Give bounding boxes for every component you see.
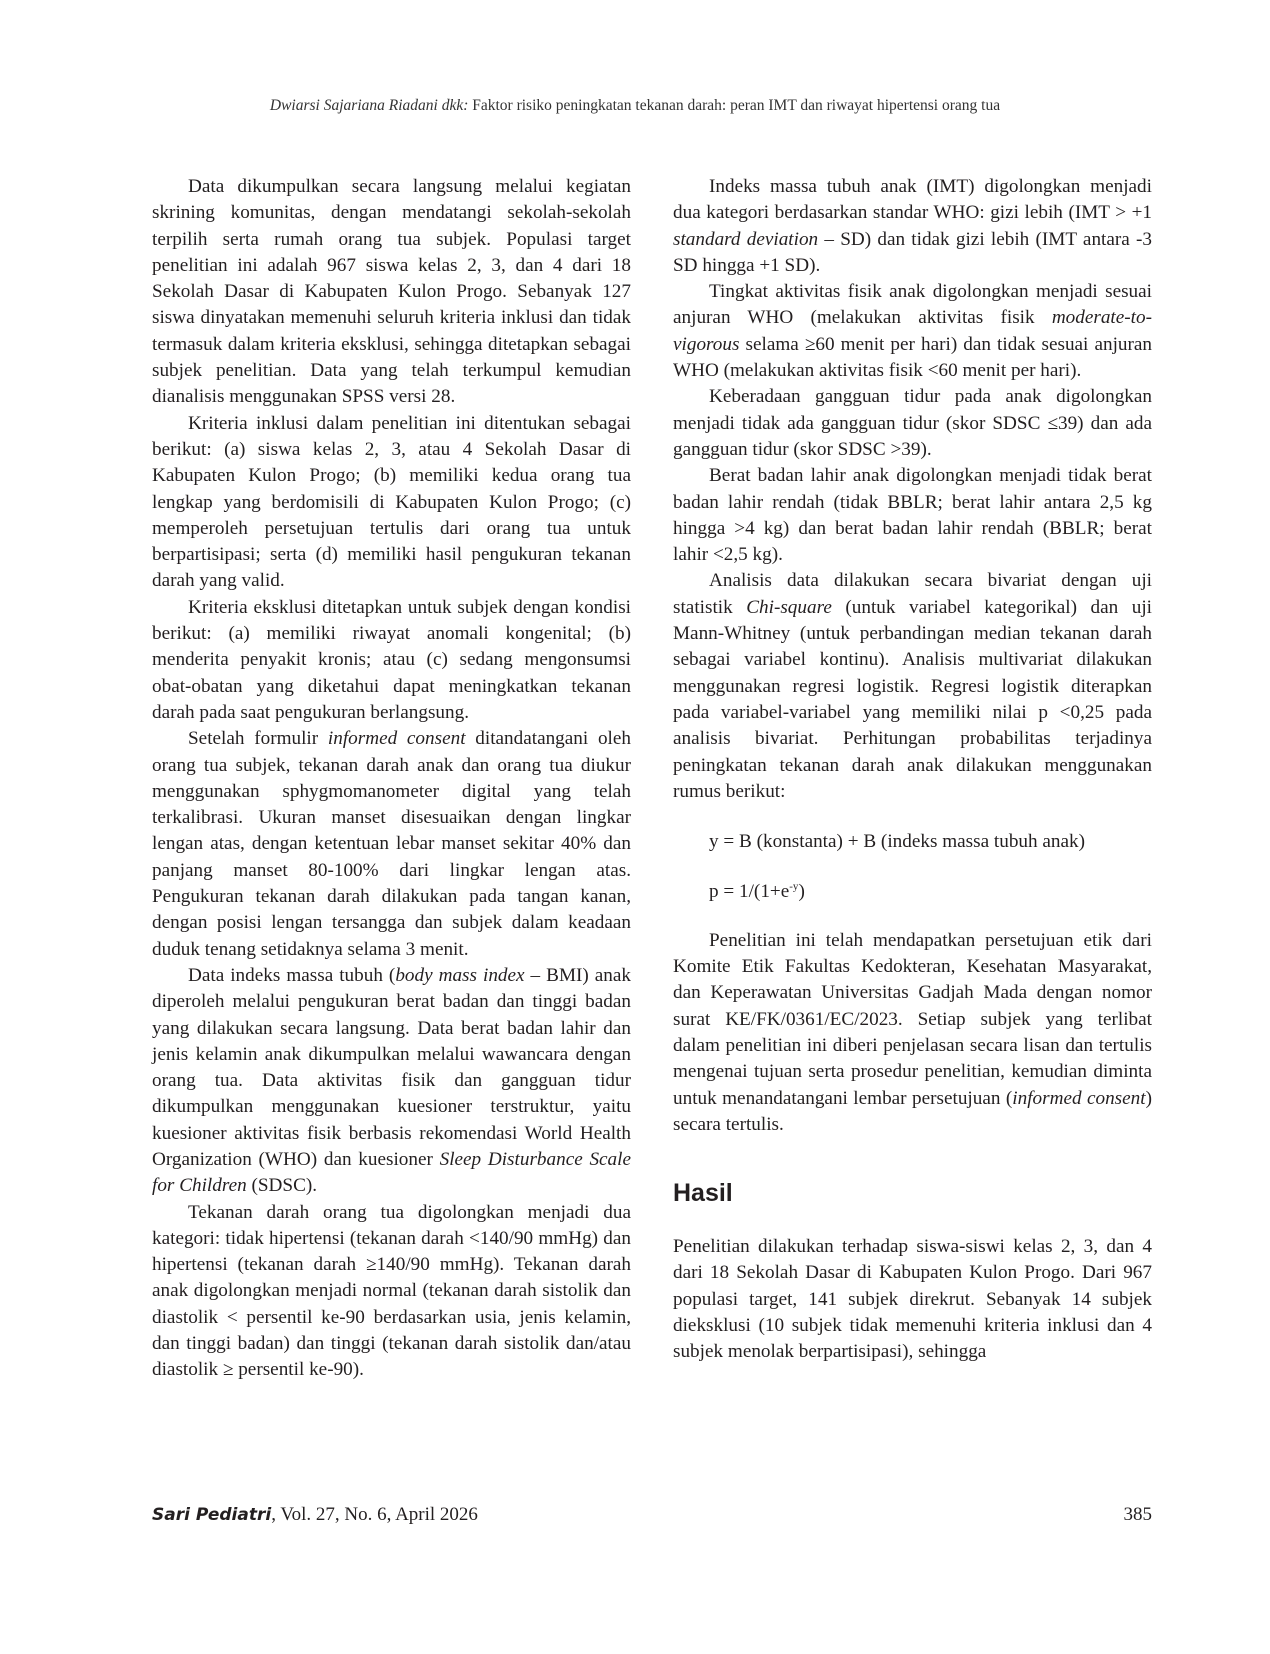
paragraph bbox=[673, 568, 1152, 805]
text-run: Analisis data dilakukan secara bivariat dengan uji statistik bbox=[673, 570, 1152, 618]
paragraph bbox=[152, 963, 631, 1200]
text-run: – SD) dan tidak gizi lebih (IMT antara -3 SD hingga +1 SD). bbox=[673, 228, 1153, 276]
paragraph bbox=[673, 174, 1152, 279]
italic-term: informed consent bbox=[327, 728, 466, 750]
journal-name: Sari Pediatri bbox=[152, 1505, 272, 1525]
italic-term: Chi-square bbox=[746, 596, 832, 618]
paragraph: Berat badan lahir anak digolongkan menjadi tidak berat badan lahir rendah (tidak BBLR; berat lahir antara 2,5 kg hingga >4 kg) dan berat badan lahir rendah (BBLR; berat lahir <2,5 kg). bbox=[673, 465, 1152, 566]
text-run: Data indeks massa tubuh ( bbox=[188, 964, 396, 986]
italic-term: moderate-to-vigorous bbox=[673, 307, 1152, 355]
paragraph bbox=[152, 726, 631, 963]
text-run: (untuk variabel kategorikal) dan uji Mann-Whitney (untuk perbandingan median tekanan darah sebagai variabel kontinu). Analisis multivariat dilakukan menggunakan regresi logistik. Regresi logistik diterapkan pada variabel-variabel yang memiliki nilai p <0,25 pada analisis bivariat. Perhitungan probabilitas terjadinya peningkatan tekanan darah anak dilakukan menggunakan rumus berikut: bbox=[673, 596, 1152, 802]
text-run: ) secara tertulis. bbox=[673, 1087, 1152, 1135]
left-column bbox=[152, 174, 631, 1384]
text-run: p = 1/(1+e bbox=[709, 881, 790, 903]
paragraph: Keberadaan gangguan tidur pada anak digolongkan menjadi tidak ada gangguan tidur (skor SDSC ≤39) dan ada gangguan tidur (skor SDSC >39). bbox=[673, 386, 1152, 460]
italic-term: informed consent bbox=[1012, 1087, 1146, 1109]
paragraph: Kriteria eksklusi ditetapkan untuk subjek dengan kondisi berikut: (a) memiliki riwayat anomali kongenital; (b) menderita penyakit kronis; atau (c) sedang mengonsumsi obat-obatan yang diketahui dapat meningkatkan tekanan darah pada saat pengukuran berlangsung. bbox=[152, 596, 631, 723]
paragraph: Penelitian dilakukan terhadap siswa-siswi kelas 2, 3, dan 4 dari 18 Sekolah Dasar di Kabupaten Kulon Progo. Dari 967 populasi target, 141 subjek direkrut. Sebanyak 14 subjek dieksklusi (10 subjek tidak memenuhi kriteria inklusi dan 4 subjek menolak berpartisipasi), sehingga bbox=[673, 1236, 1152, 1363]
formula-regression: y = B (konstanta) + B (indeks massa tubuh anak) bbox=[709, 831, 1086, 853]
header-authors: Dwiarsi Sajariana Riadani dkk: bbox=[269, 97, 469, 114]
paragraph: Kriteria inklusi dalam penelitian ini ditentukan sebagai berikut: (a) siswa kelas 2, 3, atau 4 Sekolah Dasar di Kabupaten Kulon Progo; (b) memiliki kedua orang tua lengkap yang berdomisili di Kabupaten Kulon Progo; (c) memperoleh persetujuan tertulis dari orang tua untuk berpartisipasi; serta (d) memiliki hasil pengukuran tekanan darah yang valid. bbox=[152, 412, 631, 592]
running-header bbox=[0, 97, 1270, 115]
italic-term: Sleep Disturbance Scale for Children bbox=[152, 1148, 631, 1197]
text-run: Penelitian ini telah mendapatkan persetujuan etik dari Komite Etik Fakultas Kedokteran, Kesehatan Masyarakat, dan Keperawatan Universitas Gadjah Mada dengan nomor surat KE/FK/0361/EC/2023. Setiap subjek yang terlibat dalam penelitian ini diberi penjelasan secara lisan dan tertulis mengenai tujuan serta prosedur penelitian, kemudian diminta untuk menandatangani lembar persetujuan ( bbox=[673, 929, 1152, 1109]
section-heading-hasil: Hasil bbox=[673, 1179, 733, 1208]
header-title: Faktor risiko peningkatan tekanan darah: peran IMT dan riwayat hipertensi orang tua bbox=[472, 97, 1001, 114]
text-run: (SDSC). bbox=[246, 1175, 318, 1197]
paragraph bbox=[673, 279, 1152, 384]
text-run: ditandatangani oleh orang tua subjek, tekanan darah anak dan orang tua diukur menggunakan sphygmomanometer digital yang telah terkalibrasi. Ukuran manset disesuaikan dengan lingkar lengan atas, dengan ketentuan lebar manset sekitar 40% dan panjang manset 80-100% dari lingkar lengan atas. Pengukuran tekanan darah dilakukan pada tangan kanan, dengan posisi lengan tersangga dan subjek dalam keadaan duduk tenang setidaknya selama 3 menit. bbox=[152, 728, 631, 960]
text-run: Setelah formulir bbox=[188, 728, 328, 750]
page-footer bbox=[152, 1504, 1152, 1526]
text-run: Tingkat aktivitas fisik anak digolongkan menjadi sesuai anjuran WHO (melakukan aktivitas fisik bbox=[673, 281, 1152, 329]
text-run: ) bbox=[798, 881, 805, 903]
italic-term: body mass index bbox=[395, 964, 525, 986]
text-run: Indeks massa tubuh anak (IMT) digolongkan menjadi dua kategori berdasarkan standar WHO: gizi lebih (IMT > +1 bbox=[673, 176, 1152, 224]
formula-probability bbox=[673, 879, 1152, 905]
italic-term: standard deviation bbox=[673, 228, 819, 250]
paragraph: Tekanan darah orang tua digolongkan menjadi dua kategori: tidak hipertensi (tekanan darah <140/90 mmHg) dan hipertensi (tekanan darah ≥140/90 mmHg). Tekanan darah anak digolongkan menjadi normal (tekanan darah sistolik dan diastolik < persentil ke-90 berdasarkan usia, jenis kelamin, dan tinggi badan) dan tinggi (tekanan darah sistolik dan/atau diastolik ≥ persentil ke-90). bbox=[152, 1201, 631, 1381]
journal-issue: , Vol. 27, No. 6, April 2026 bbox=[271, 1504, 478, 1525]
superscript: -y bbox=[789, 881, 799, 894]
paragraph: Data dikumpulkan secara langsung melalui kegiatan skrining komunitas, dengan mendatangi sekolah-sekolah terpilih serta rumah orang tua subjek. Populasi target penelitian ini adalah 967 siswa kelas 2, 3, dan 4 dari 18 Sekolah Dasar di Kabupaten Kulon Progo. Sebanyak 127 siswa dinyatakan memenuhi seluruh kriteria inklusi dan tidak termasuk dalam kriteria eksklusi, sehingga ditetapkan sebagai subjek penelitian. Data yang telah terkumpul kemudian dianalisis menggunakan SPSS versi 28. bbox=[152, 176, 631, 408]
right-column bbox=[673, 174, 1152, 1366]
page-number: 385 bbox=[1123, 1504, 1152, 1525]
paragraph bbox=[673, 928, 1152, 1138]
text-run: selama ≥60 menit per hari) dan tidak sesuai anjuran WHO (melakukan aktivitas fisik <60 menit per hari). bbox=[673, 333, 1152, 382]
text-run: – BMI) anak diperoleh melalui pengukuran berat badan dan tinggi badan yang dilakukan secara langsung. Data berat badan lahir dan jenis kelamin anak dikumpulkan melalui wawancara dengan orang tua. Data aktivitas fisik dan gangguan tidur dikumpulkan menggunakan kuesioner terstruktur, yaitu kuesioner aktivitas fisik berbasis rekomendasi World Health Organization (WHO) dan kuesioner bbox=[152, 964, 631, 1170]
